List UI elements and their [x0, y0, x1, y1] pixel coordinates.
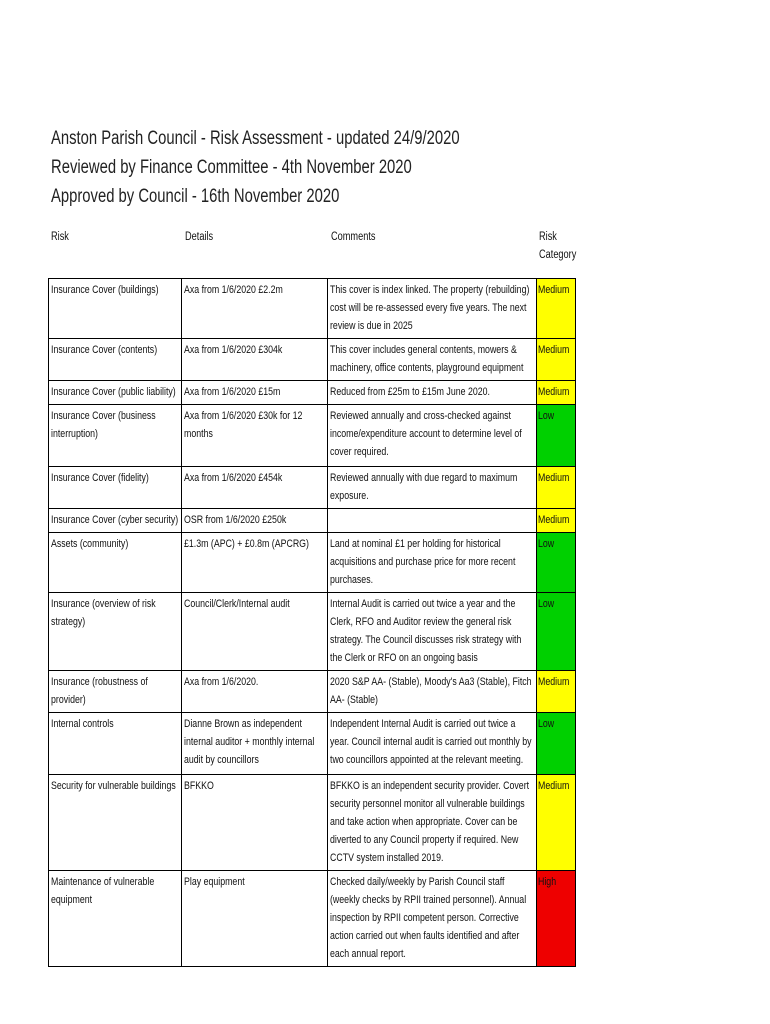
details-text: Axa from 1/6/2020 £454k — [184, 472, 283, 484]
risk-text: Insurance Cover (business interruption) — [51, 410, 156, 440]
risk-category-cell — [537, 593, 576, 671]
details-text: Axa from 1/6/2020 £2.2m — [184, 284, 283, 296]
risk-table-body — [49, 279, 576, 967]
comments-text: Internal Audit is carried out twice a year and the Clerk, RFO and Auditor review the general risk strategy. The Council discusses risk strategy with the Clerk or RFO on an ongoing basis — [330, 598, 522, 664]
risk-cell — [49, 381, 182, 405]
table-row — [49, 279, 576, 339]
comments-text: Independent Internal Audit is carried out twice a year. Council internal audit is carried out monthly by two councillors appointed at the relevant meeting. — [330, 718, 532, 766]
comments-text: This cover is index linked. The property (rebuilding) cost will be re-assessed every five years. The next review is due in 2025 — [330, 284, 530, 332]
comments-cell — [328, 775, 537, 871]
details-text: Council/Clerk/Internal audit — [184, 598, 290, 610]
document-title: Anston Parish Council - Risk Assessment - updated 24/9/2020 — [51, 128, 460, 149]
risk-text: Insurance Cover (contents) — [51, 344, 158, 356]
risk-category-cell — [537, 339, 576, 381]
risk-text: Assets (community) — [51, 538, 129, 550]
table-row — [49, 533, 576, 593]
risk-category-cell — [537, 509, 576, 533]
risk-category-text: Low — [538, 410, 555, 422]
risk-category-cell — [537, 713, 576, 775]
approval-line: Approved by Council - 16th November 2020 — [51, 186, 340, 207]
details-cell — [182, 339, 328, 381]
comments-text: Land at nominal £1 per holding for historical acquisitions and purchase price for more recent purchases. — [330, 538, 516, 586]
details-cell — [182, 713, 328, 775]
table-row — [49, 671, 576, 713]
comments-cell — [328, 533, 537, 593]
risk-cell — [49, 405, 182, 467]
risk-category-cell — [537, 405, 576, 467]
comments-cell — [328, 671, 537, 713]
details-cell — [182, 871, 328, 967]
column-header-category: Risk Category — [539, 231, 577, 261]
details-text: OSR from 1/6/2020 £250k — [184, 514, 287, 526]
comments-text: BFKKO is an independent security provider. Covert security personnel monitor all vulnerable buildings and take action when appropriate. Cover can be diverted to any Council property if required. New CCTV system installed 2019. — [330, 780, 530, 864]
risk-text: Insurance (overview of risk strategy) — [51, 598, 156, 628]
table-row — [49, 405, 576, 467]
table-row — [49, 593, 576, 671]
risk-category-text: Medium — [538, 780, 570, 792]
comments-text: 2020 S&P AA- (Stable), Moody's Aa3 (Stable), Fitch AA- (Stable) — [330, 676, 532, 706]
risk-cell — [49, 713, 182, 775]
risk-category-text: Medium — [538, 386, 570, 398]
details-text: Axa from 1/6/2020. — [184, 676, 259, 688]
document-title-block — [51, 124, 575, 211]
risk-text: Insurance Cover (fidelity) — [51, 472, 149, 484]
risk-cell — [49, 871, 182, 967]
comments-cell — [328, 467, 537, 509]
risk-text: Internal controls — [51, 718, 114, 730]
details-cell — [182, 405, 328, 467]
column-header-comments: Comments — [331, 231, 376, 243]
details-text: Axa from 1/6/2020 £15m — [184, 386, 281, 398]
risk-category-text: Low — [538, 598, 555, 610]
comments-text: Checked daily/weekly by Parish Council staff (weekly checks by RPII trained personnel). Annual inspection by RPII competent person. Corrective action carried out when faults identified and after each annual report. — [330, 876, 527, 960]
table-row — [49, 509, 576, 533]
risk-text: Maintenance of vulnerable equipment — [51, 876, 155, 906]
column-header-risk: Risk — [51, 231, 69, 243]
details-text: Dianne Brown as independent internal auditor + monthly internal audit by councillors — [184, 718, 315, 766]
details-cell — [182, 467, 328, 509]
risk-category-cell — [537, 381, 576, 405]
column-header-details: Details — [185, 231, 214, 243]
table-row — [49, 467, 576, 509]
risk-category-text: Medium — [538, 514, 570, 526]
details-cell — [182, 509, 328, 533]
review-line: Reviewed by Finance Committee - 4th November 2020 — [51, 157, 412, 178]
comments-text: Reduced from £25m to £15m June 2020. — [330, 386, 490, 398]
table-row — [49, 713, 576, 775]
comments-text: This cover includes general contents, mowers & machinery, office contents, playground equipment — [330, 344, 524, 374]
risk-category-cell — [537, 871, 576, 967]
risk-category-cell — [537, 533, 576, 593]
comments-cell — [328, 509, 537, 533]
comments-cell — [328, 339, 537, 381]
risk-category-text: Low — [538, 538, 555, 550]
comments-cell — [328, 871, 537, 967]
comments-cell — [328, 279, 537, 339]
table-row — [49, 339, 576, 381]
details-text: BFKKO — [184, 780, 214, 792]
comments-text: Reviewed annually with due regard to maximum exposure. — [330, 472, 518, 502]
comments-cell — [328, 713, 537, 775]
details-cell — [182, 533, 328, 593]
risk-category-cell — [537, 467, 576, 509]
risk-text: Insurance Cover (cyber security) — [51, 514, 179, 526]
risk-cell — [49, 467, 182, 509]
details-cell — [182, 671, 328, 713]
details-cell — [182, 593, 328, 671]
risk-table — [48, 278, 576, 967]
risk-category-text: Medium — [538, 472, 570, 484]
risk-cell — [49, 775, 182, 871]
risk-category-cell — [537, 279, 576, 339]
details-text: Axa from 1/6/2020 £304k — [184, 344, 283, 356]
risk-category-text: High — [538, 876, 557, 888]
details-text: £1.3m (APC) + £0.8m (APCRG) — [184, 538, 309, 550]
risk-category-cell — [537, 671, 576, 713]
details-text: Axa from 1/6/2020 £30k for 12 months — [184, 410, 303, 440]
details-cell — [182, 381, 328, 405]
risk-text: Insurance (robustness of provider) — [51, 676, 148, 706]
risk-cell — [49, 279, 182, 339]
risk-category-text: Medium — [538, 284, 570, 296]
risk-text: Insurance Cover (public liability) — [51, 386, 176, 398]
comments-cell — [328, 405, 537, 467]
comments-cell — [328, 381, 537, 405]
risk-cell — [49, 593, 182, 671]
table-row — [49, 871, 576, 967]
risk-text: Insurance Cover (buildings) — [51, 284, 159, 296]
risk-text: Security for vulnerable buildings — [51, 780, 176, 792]
risk-category-text: Low — [538, 718, 555, 730]
table-row — [49, 775, 576, 871]
risk-cell — [49, 671, 182, 713]
details-cell — [182, 279, 328, 339]
risk-cell — [49, 339, 182, 381]
comments-cell — [328, 593, 537, 671]
details-cell — [182, 775, 328, 871]
risk-cell — [49, 533, 182, 593]
details-text: Play equipment — [184, 876, 245, 888]
risk-category-text: Medium — [538, 676, 570, 688]
risk-category-cell — [537, 775, 576, 871]
table-row — [49, 381, 576, 405]
comments-text: Reviewed annually and cross-checked against income/expenditure account to determine level of cover required. — [330, 410, 522, 458]
risk-cell — [49, 509, 182, 533]
risk-category-text: Medium — [538, 344, 570, 356]
